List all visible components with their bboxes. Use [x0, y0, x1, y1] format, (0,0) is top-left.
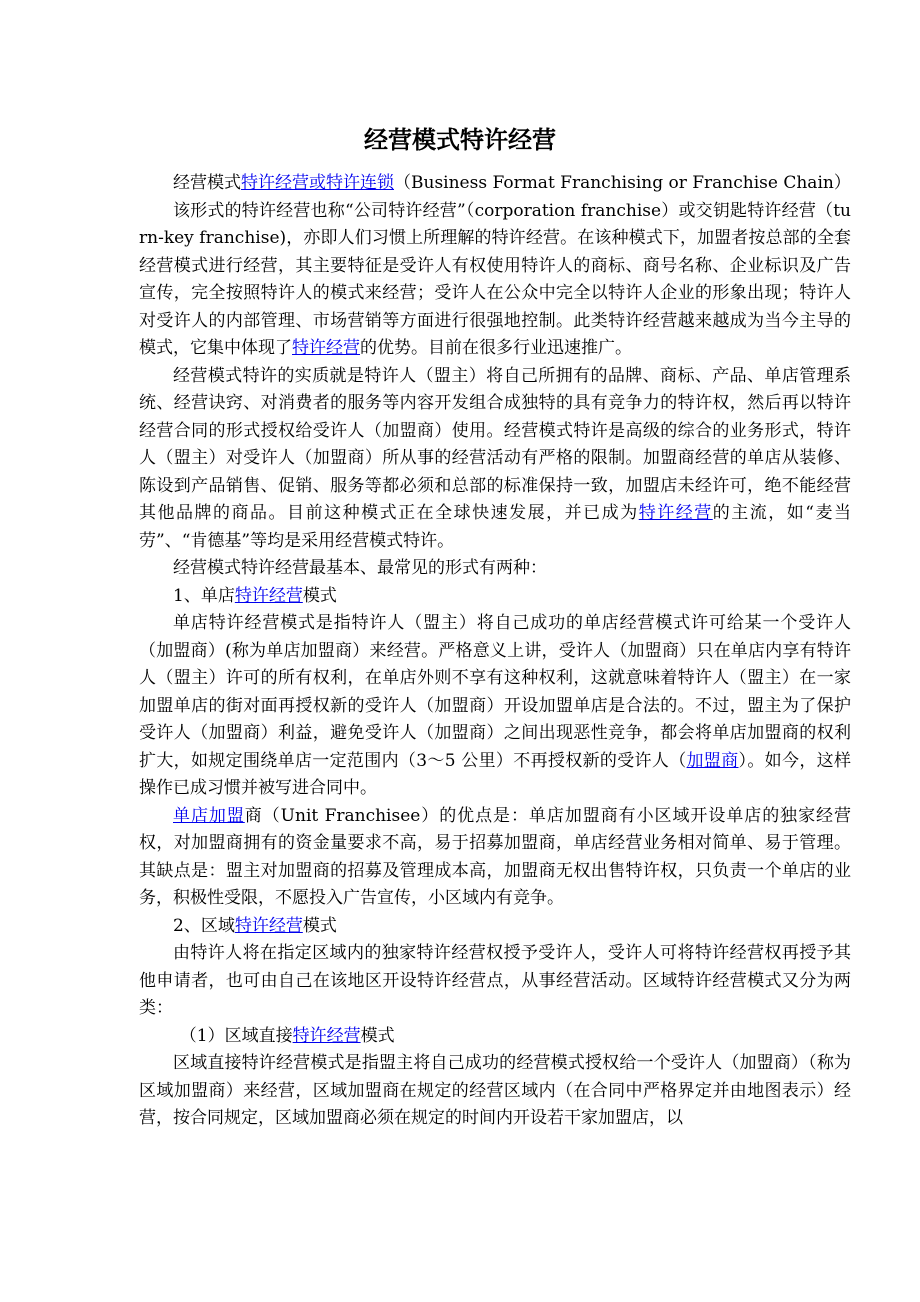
paragraph-text: 区域直接特许经营模式是指盟主将自己成功的经营模式授权给一个受许人（加盟商）（称为区域加盟商）来经营，区域加盟商在规定的经营区域内（在合同中严格界定并由地图表示）经营，按合同规定，区域加盟商必须在规定的时间内开设若干家加盟店，以	[139, 1053, 851, 1128]
paragraph-text: 经营模式	[173, 173, 241, 193]
paragraph-text: 模式	[302, 585, 337, 606]
paragraph-text: ）。如今，这样操作已成习惯并被写进合同中。	[139, 750, 851, 798]
paragraph-text: （Business Format Franchising or Franchise Chain）	[394, 173, 851, 193]
paragraph-text: 1、单店	[173, 585, 235, 606]
paragraph	[139, 363, 851, 556]
inline-link[interactable]: 特许经营或特许连锁	[241, 173, 394, 193]
inline-link[interactable]: 特许经营	[292, 1025, 361, 1046]
paragraph-text: 该形式的特许经营也称“公司特许经营”（corporation franchise）或交钥匙特许经营（turn-key franchise)，亦即人们习惯上所理解的特许经营。在该种模式下，加盟者按总部的全套经营模式进行经营，其主要特征是受许人有权使用特许人的商标、商号名称、企业标识及广告宣传，完全按照特许人的模式来经营；受许人在公众中完全以特许人企业的形象出现；特许人对受许人的内部管理、市场营销等方面进行很强地控制。此类特许经营越来越成为当今主导的模式，它集中体现了	[139, 200, 851, 358]
inline-link[interactable]: 特许经营	[234, 915, 303, 936]
paragraph	[139, 583, 851, 611]
paragraph	[139, 610, 851, 803]
paragraph	[139, 940, 851, 1023]
paragraph-text: 模式	[360, 1025, 395, 1046]
paragraph-text: 2、区域	[173, 915, 235, 936]
paragraph-text: 的主流，如“麦当劳”、“肯德基”等均是采用经营模式特许。	[139, 503, 851, 551]
paragraph	[139, 198, 851, 363]
paragraph-text: 模式	[302, 915, 337, 936]
inline-link[interactable]: 特许经营	[234, 585, 303, 606]
paragraph-text: （1）区域直接	[179, 1025, 293, 1046]
paragraph	[139, 170, 851, 198]
paragraph	[139, 803, 851, 913]
document-title: 经营模式特许经营	[364, 126, 556, 155]
paragraph-text: 的优势。目前在很多行业迅速推广。	[360, 338, 632, 358]
paragraph-text: 商（Unit Franchisee）的优点是：单店加盟商有小区域开设单店的独家经营权，对加盟商拥有的资金量要求不高，易于招募加盟商，单店经营业务相对简单、易于管理。其缺点是：盟主对加盟商的招募及管理成本高，加盟商无权出售特许权，只负责一个单店的业务，积极性受限，不愿投入广告宣传，小区域内有竞争。	[139, 805, 851, 908]
paragraph-text: 经营模式特许经营最基本、最常见的形式有两种：	[173, 558, 547, 578]
inline-link[interactable]: 特许经营	[292, 338, 360, 358]
inline-link[interactable]: 单店加盟	[173, 805, 245, 826]
paragraph-text: 经营模式特许的实质就是特许人（盟主）将自己所拥有的品牌、商标、产品、单店管理系统、经营诀窍、对消费者的服务等内容开发组合成独特的具有竞争力的特许权，然后再以特许经营合同的形式授权给受许人（加盟商）使用。经营模式特许是高级的综合的业务形式，特许人（盟主）对受许人（加盟商）所从事的经营活动有严格的限制。加盟商经营的单店从装修、陈设到产品销售、促销、服务等都必须和总部的标准保持一致，加盟店未经许可，绝不能经营其他品牌的商品。目前这种模式正在全球快速发展，并已成为	[139, 365, 851, 523]
document-body	[139, 170, 851, 1133]
inline-link[interactable]: 特许经营	[638, 503, 713, 523]
paragraph	[139, 1023, 851, 1051]
paragraph	[139, 555, 851, 583]
paragraph-text: 由特许人将在指定区域内的独家特许经营权授予受许人，受许人可将特许经营权再授予其他申请者，也可由自己在该地区开设特许经营点，从事经营活动。区域特许经营模式又分为两类：	[139, 943, 851, 1018]
paragraph-text: 单店特许经营模式是指特许人（盟主）将自己成功的单店经营模式许可给某一个受许人（加盟商）(称为单店加盟商）来经营。严格意义上讲，受许人（加盟商）只在单店内享有特许人（盟主）许可的所有权利，在单店外则不享有这种权利，这就意味着特许人（盟主）在一家加盟单店的街对面再授权新的受许人（加盟商）开设加盟单店是合法的。不过，盟主为了保护受许人（加盟商）利益，避免受许人（加盟商）之间出现恶性竞争，都会将单店加盟商的权利扩大，如规定围绕单店一定范围内（3～5 公里）不再授权新的受许人（	[139, 613, 851, 771]
inline-link[interactable]: 加盟商	[686, 750, 739, 771]
paragraph	[139, 1050, 851, 1133]
paragraph	[139, 913, 851, 941]
